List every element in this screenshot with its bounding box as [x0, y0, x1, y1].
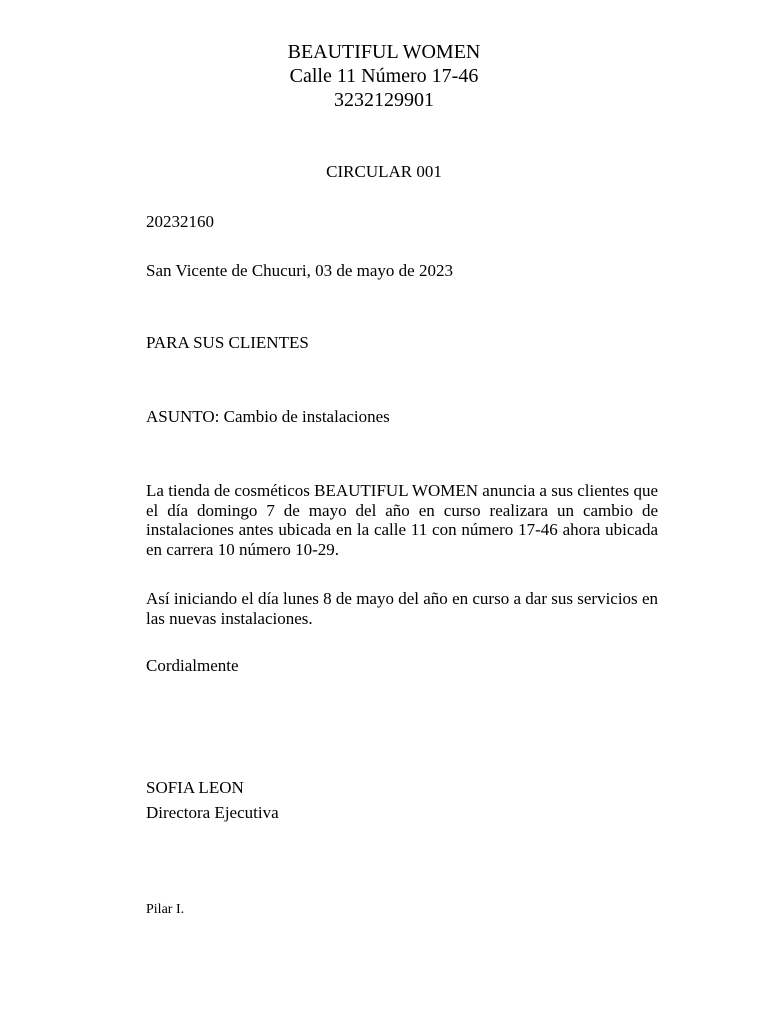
place-date: San Vicente de Chucuri, 03 de mayo de 2023 [146, 261, 453, 280]
company-name: BEAUTIFUL WOMEN [287, 41, 481, 63]
signature-title: Directora Ejecutiva [146, 803, 279, 822]
recipient-line: PARA SUS CLIENTES [146, 333, 309, 352]
signature-name: SOFIA LEON [146, 778, 244, 797]
reference-number: 20232160 [146, 212, 214, 231]
subject-line: ASUNTO: Cambio de instalaciones [146, 407, 390, 426]
closing: Cordialmente [146, 656, 239, 675]
company-phone: 3232129901 [334, 89, 434, 111]
letterhead [0, 40, 768, 112]
circular-title: CIRCULAR 001 [326, 162, 442, 181]
company-address: Calle 11 Número 17-46 [289, 65, 479, 87]
body-paragraph-1: La tienda de cosméticos BEAUTIFUL WOMEN anuncia a sus clientes que el día domingo 7 de mayo del año en curso realizara un cambio de instalaciones antes ubicada en la calle 11 con número 17-46 ahora ubicada en carrera 10 número 10-29. [146, 481, 658, 559]
body-paragraph-2: Así iniciando el día lunes 8 de mayo del año en curso a dar sus servicios en las nuevas instalaciones. [146, 589, 658, 628]
transcriber-initials: Pilar I. [146, 902, 185, 917]
